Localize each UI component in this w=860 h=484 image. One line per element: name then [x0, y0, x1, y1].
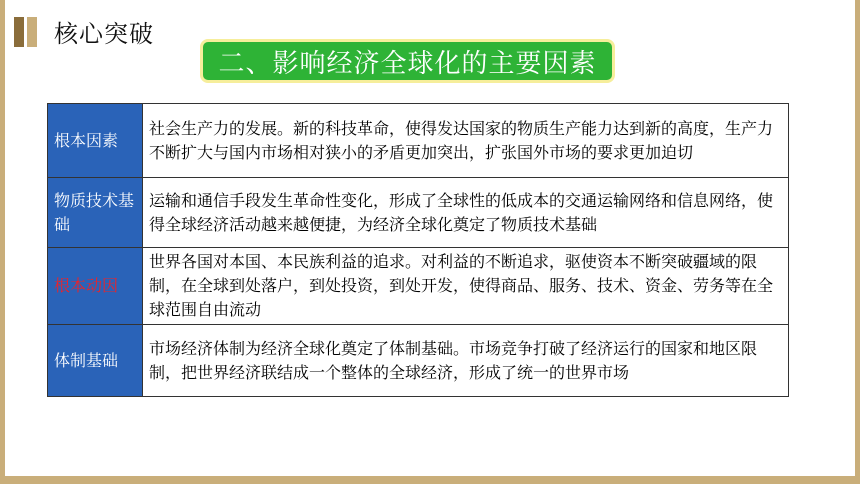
section-bar-icon: [27, 17, 37, 47]
row-content: 社会生产力的发展。新的科技革命，使得发达国家的物质生产能力达到新的高度，生产力不断扩大与国内市场相对狭小的矛盾更加突出，扩张国外市场的要求更加迫切: [143, 104, 789, 178]
row-label: 物质技术基础: [48, 178, 143, 248]
row-content: 世界各国对本国、本民族利益的追求。对利益的不断追求，驱使资本不断突破疆域的限制，在全球到处落户，到处投资，到处开发，使得商品、服务、技术、资金、劳务等在全球范围自由流动: [143, 248, 789, 325]
row-label: 根本因素: [48, 104, 143, 178]
table-row: [48, 325, 789, 397]
section-bar-icon: [14, 17, 24, 47]
table-row: [48, 104, 789, 178]
subtitle-text: 二、影响经济全球化的主要因素: [218, 48, 597, 79]
row-content: 运输和通信手段发生革命性变化，形成了全球性的低成本的交通运输网络和信息网络，使得全球经济活动越来越便捷，为经济全球化奠定了物质技术基础: [143, 178, 789, 248]
section-header: [14, 14, 154, 49]
factors-table: [47, 103, 789, 397]
table-row: [48, 248, 789, 325]
section-title: 核心突破: [54, 20, 154, 48]
row-content: 市场经济体制为经济全球化奠定了体制基础。市场竞争打破了经济运行的国家和地区限制，把世界经济联结成一个整体的全球经济，形成了统一的世界市场: [143, 325, 789, 397]
row-label: 体制基础: [48, 325, 143, 397]
row-label: 根本动因: [48, 248, 143, 325]
subtitle-banner: [200, 39, 615, 83]
table-row: [48, 178, 789, 248]
